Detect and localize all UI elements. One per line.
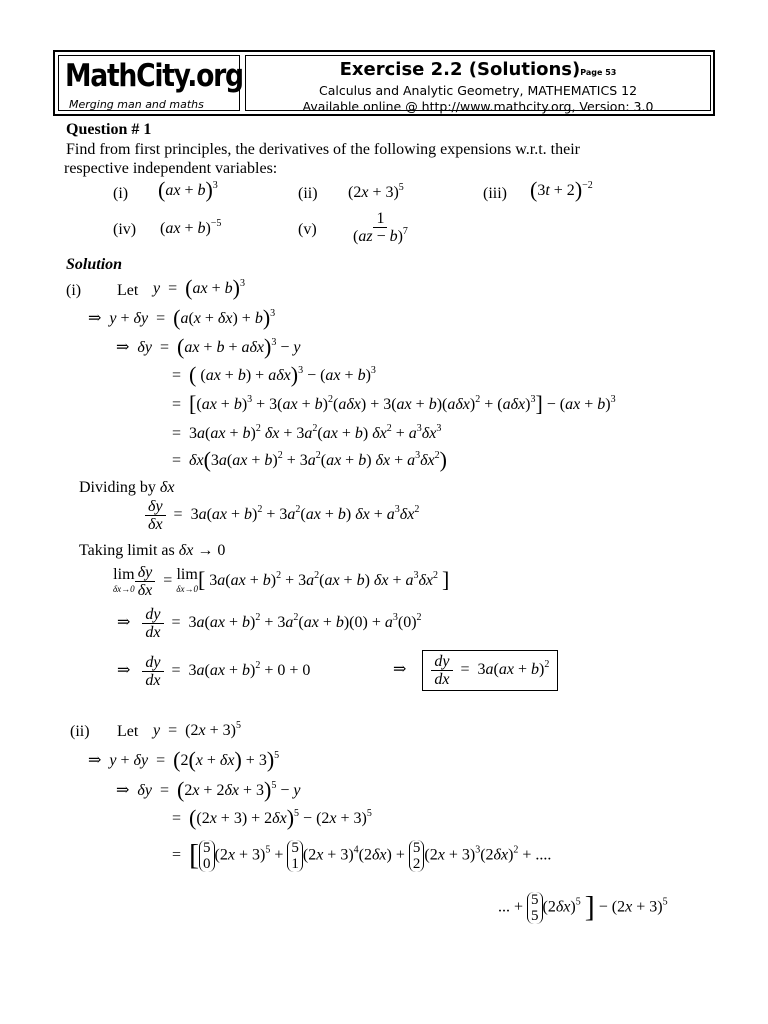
eq-i-9: lim δx→0 $\frac{\delta y}{\delta x}$ = lim δx→0 [ $3a(ax + b)^2 + 3a^2(ax + b) \delta x + a^3\delta x^2$ ] (113, 564, 450, 599)
course-subtitle: Calculus and Analytic Geometry, MATHEMATICS 12 (318, 83, 638, 98)
expr-i: (ax + b)$^3$ (158, 177, 218, 202)
tagline: Merging man and maths (69, 98, 204, 111)
eq-i-2: ⇒ $y + \delta y = (a(x + \delta x) + b)^3$ (88, 305, 276, 330)
expr-ii: $(2x + 3)^5$ (348, 182, 404, 201)
item-label-iv: (iv) (113, 221, 137, 238)
question-text-1: Find from first principles, the derivatives of the following expensions w.r.t. their (66, 141, 580, 158)
item-label-iii: (iii) (483, 185, 507, 202)
eq-ii-2: ⇒ $y + \delta y = (2(x + \delta x) + 3)^5$ (88, 747, 280, 772)
eq-i-10: ⇒ $\frac{dy}{dx}$ = $3a(ax + b)^2 + 3a^2(ax + b)(0) + a^3(0)^2$ (117, 606, 422, 641)
let-word-i: Let (117, 282, 139, 299)
eq-ii-4: = $((2x + 3) + 2\delta x)^5 - (2x + 3)^5$ (172, 805, 372, 830)
eq-i-11: ⇒ $\frac{dy}{dx}$ = 3a(ax + b)$^2$ + 0 + 0 (117, 654, 311, 689)
limit-line: Taking limit as δx → 0 (79, 542, 226, 559)
expr-iii: $(3t + 2)^{-2}$ (530, 177, 593, 202)
mathcity-logo: MathCity.org (65, 58, 243, 94)
page-number: Page 53 (580, 68, 617, 77)
expr-iv: (ax + b)$^{-5}$ (160, 218, 222, 237)
title-box (245, 55, 711, 114)
part-label-ii: (ii) (70, 723, 90, 740)
dividing-line: Dividing by δx (79, 479, 175, 496)
eq-i-1: y = (ax + b)$^3$ (153, 275, 245, 300)
eq-i-6: = 3a(ax + b)$^2$ $\delta x + 3a^2(ax + b) \delta x^2 + a^3\delta x^3$ (172, 423, 442, 442)
question-heading: Question # 1 (66, 121, 152, 138)
eq-ii-6: ... + 5 5 $(2\delta x)^5$ ] − $(2x + 3)^5$ (498, 890, 668, 924)
question-text-2: respective independent variables: (64, 160, 278, 177)
exercise-title: Exercise 2.2 (Solutions)Page 53 (339, 59, 617, 80)
part-label-i: (i) (66, 282, 82, 299)
eq-ii-3: ⇒ $\delta y = (2x + 2\delta x + 3)^5 - y$ (116, 777, 301, 802)
eq-ii-5: = [ 5 0 $(2x + 3)^5$ + 5 1 $(2x + 3)^4(2\delta x)$ + 5 2 $(2x + 3)^3(2\delta x)^2$ + .... (172, 838, 552, 872)
solution-heading: Solution (66, 256, 123, 273)
eq-i-7: = $\delta x(3a(ax + b)^2 + 3a^2(ax + b) \delta x + a^3\delta x^2)$ (172, 447, 447, 472)
eq-ii-1: $y = (2x + 3)^5$ (153, 720, 241, 739)
page-header (53, 50, 715, 116)
let-word-ii: Let (117, 723, 139, 740)
item-label-i: (i) (113, 185, 129, 202)
eq-i-5: = $[(ax + b)^3 + 3(ax + b)^2(a\delta x) + 3(ax + b)(a\delta x)^2 + (a\delta x)^3] - (ax + b)^3$ (172, 391, 616, 416)
expr-v: $\frac{1}{(az - b)^7}$ (353, 210, 408, 245)
online-link: Available online @ http://www.mathcity.org, Version: 3.0 (302, 99, 654, 114)
eq-i-8: $\frac{\delta y}{\delta x}$ = $3a(ax + b)^2 + 3a^2(ax + b) \delta x + a^3\delta x^2$ (145, 498, 419, 533)
eq-i-result: ⇒ $\frac{dy}{dx}$ = 3a(ax + b)$^2$ (393, 650, 558, 691)
logo-box (58, 55, 243, 111)
item-label-v: (v) (298, 221, 317, 238)
eq-i-3: ⇒ δy = (ax + b + aδx)$^3$ − y (116, 334, 301, 359)
eq-i-4: = ( (ax + b) + aδx)$^3$ − (ax + b)$^3$ (172, 362, 376, 387)
item-label-ii: (ii) (298, 185, 318, 202)
